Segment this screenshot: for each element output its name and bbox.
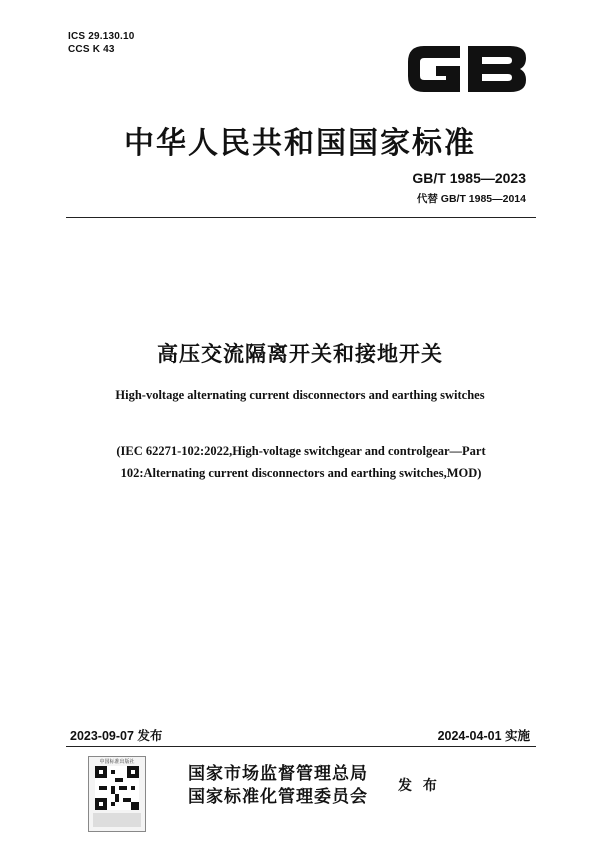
- english-title: High-voltage alternating current disconnectors and earthing switches: [115, 388, 485, 402]
- qr-caption-top: 中国标准出版社: [99, 759, 135, 765]
- iec-reference-line-1: (IEC 62271-102:2022,High-voltage switchgear and controlgear—Part: [116, 444, 486, 458]
- national-standard-title: 中华人民共和国国家标准: [124, 126, 476, 161]
- iec-reference-line-2: 102:Alternating current disconnectors and earthing switches,MOD): [120, 466, 482, 480]
- standard-number: GB/T 1985—2023: [412, 170, 526, 186]
- publish-label: 发 布: [398, 778, 440, 794]
- ics-code: ICS 29.130.10: [68, 31, 135, 42]
- replaces-standard: 代替 GB/T 1985—2014: [416, 193, 526, 205]
- bottom-divider: [66, 746, 536, 747]
- issuing-authorities: [188, 763, 368, 809]
- qr-code-label: [88, 756, 146, 832]
- implementation-date: 2024-04-01 实施: [437, 729, 530, 743]
- iec-reference: [86, 440, 516, 484]
- issue-date: 2023-09-07 发布: [70, 729, 163, 743]
- issuer-line-2: 国家标准化管理委员会: [188, 787, 368, 807]
- top-divider: [66, 217, 536, 218]
- chinese-title: 高压交流隔离开关和接地开关: [157, 342, 443, 366]
- qr-caption-bottom: [93, 813, 141, 827]
- ccs-code: CCS K 43: [68, 44, 115, 55]
- qr-code-icon: [95, 766, 139, 810]
- classification-codes: [68, 30, 135, 56]
- issuer-line-1: 国家市场监督管理总局: [188, 764, 368, 784]
- gb-logo: [402, 38, 532, 100]
